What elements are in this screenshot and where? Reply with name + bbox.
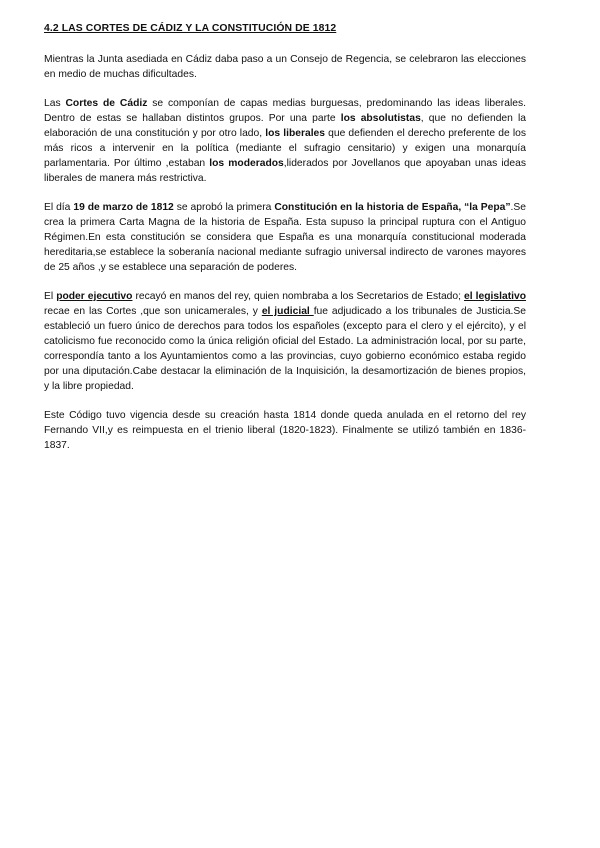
bold-liberales: los liberales <box>265 128 326 139</box>
bold-la-pepa: Constitución en la historia de España, “la Pepa” <box>274 202 511 213</box>
text-run: El <box>44 291 57 302</box>
paragraph-vigencia <box>44 408 526 453</box>
paragraph-poderes <box>44 289 526 394</box>
bold-absolutistas: los absolutistas <box>340 113 421 124</box>
paragraph-cortes <box>44 96 526 186</box>
paragraph-text: Mientras la Junta asediada en Cádiz daba paso a un Consejo de Regencia, se celebraron las elecciones en medio de muchas dificultades. <box>44 54 526 80</box>
text-run: Las <box>44 98 66 109</box>
section-title: 4.2 LAS CORTES DE CÁDIZ Y LA CONSTITUCIÓN DE 1812 <box>44 23 337 34</box>
text-run: recae en las Cortes ,que son unicamerales, y <box>44 306 262 317</box>
text-run: se aprobó la primera <box>173 202 275 213</box>
text-run: ,liderados por Jovellanos que apoyaban unas ideas liberales de manera más restrictiva. <box>44 158 526 184</box>
bold-legislativo: el legislativo <box>464 291 526 302</box>
text-run: El día <box>44 202 74 213</box>
bold-fecha: 19 de marzo de 1812 <box>73 202 174 213</box>
text-run: que defienden el derecho preferente de los más ricos a intervenir en la política (mediante el sufragio censitario) y exigen una monarquía parlamentaria. Por último ,estaban <box>44 128 526 169</box>
text-run: .Se crea la primera Carta Magna de la historia de España. Esta supuso la principal ruptura con el Antiguo Régimen.En esta constitución se considera que España es una monarquía constitucional moderada hereditaria,se establece la soberanía nacional mediante sufragio universal indirecto de varones mayores de 25 años ,y se establece una separación de poderes. <box>44 202 526 273</box>
paragraph-regencia <box>44 52 526 82</box>
bold-poder-ejecutivo: poder ejecutivo <box>56 291 133 302</box>
paragraph-constitucion <box>44 200 526 275</box>
bold-judicial: el judicial <box>261 306 314 317</box>
bold-moderados: los moderados <box>209 158 284 169</box>
text-run: fue adjudicado a los tribunales de Justicia.Se estableció un fuero único de derechos para todos los españoles (excepto para el clero y el ejército), y el catolicismo fue reconocido como la única religión oficial del Estado. La administración local, por su parte, correspondía tanto a los Ayuntamientos como a las provincias, cuyo gobierno económico estaba regido por una diputación.Cabe destacar la eliminación de la Inquisición, la desamortización de bienes propios, y la libre propiedad. <box>44 306 526 392</box>
text-run: , que no defienden la elaboración de una constitución y por otro lado, <box>44 113 526 139</box>
bold-cortes-de-cadiz: Cortes de Cádiz <box>65 98 148 109</box>
text-run: recayó en manos del rey, quien nombraba a los Secretarios de Estado; <box>132 291 465 302</box>
paragraph-text: Este Código tuvo vigencia desde su creación hasta 1814 donde queda anulada en el retorno del rey Fernando VII,y es reimpuesta en el trienio liberal (1820-1823). Finalmente se utilizó también en 1836-1837. <box>44 410 526 451</box>
text-run: se componían de capas medias burguesas, predominando las ideas liberales. Dentro de estas se hallaban distintos grupos. Por una parte <box>44 98 526 124</box>
